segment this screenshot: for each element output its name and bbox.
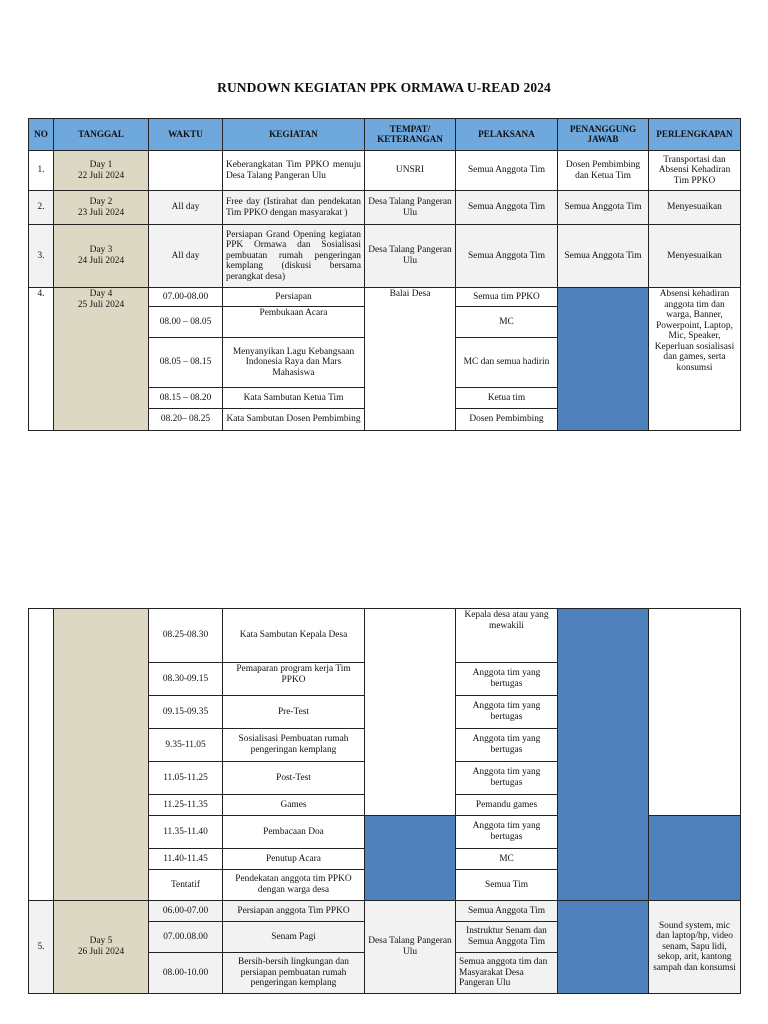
row-pelaksana: MC — [456, 307, 558, 338]
row-date: 23 Juli 2024 — [77, 207, 125, 218]
row-day: Day 1 — [89, 159, 113, 170]
rundown-table-page1 — [28, 118, 741, 431]
row-perlengkapan-blocked — [649, 816, 741, 901]
row-waktu: 08.25-08.30 — [149, 609, 223, 663]
row-pelaksana: Pemandu games — [456, 795, 558, 816]
row-waktu: 11.25-11.35 — [149, 795, 223, 816]
row-day: Day 5 — [89, 936, 113, 947]
row-kegiatan: Kata Sambutan Dosen Pembimbing — [223, 409, 365, 431]
row-pelaksana: Anggota tim yang bertugas — [456, 696, 558, 729]
row-waktu: 08.00 – 08.05 — [149, 307, 223, 338]
row-kegiatan: Kata Sambutan Kepala Desa — [223, 609, 365, 663]
header-pelaksana: PELAKSANA — [456, 119, 558, 151]
row-pelaksana: Anggota tim yang bertugas — [456, 762, 558, 795]
row-pelaksana: Dosen Pembimbing — [456, 409, 558, 431]
row-date-cell — [54, 191, 149, 225]
row-penanggung-jawab: Semua Anggota Tim — [558, 191, 649, 225]
row-date-cell — [54, 151, 149, 191]
row-perlengkapan: Absensi kehadiran anggota tim dan warga, Banner, Powerpoint, Laptop, Mic, Speaker, Keperluan sosialisasi dan games, serta konsumsi — [649, 288, 741, 431]
row-pelaksana: Semua Anggota Tim — [456, 225, 558, 288]
row-waktu: All day — [149, 191, 223, 225]
row-date: 24 Juli 2024 — [77, 256, 125, 266]
row-tempat: Balai Desa — [365, 288, 456, 431]
row-day: Day 3 — [89, 245, 113, 256]
row-date: 26 Juli 2024 — [77, 947, 125, 957]
row-kegiatan: Persiapan — [223, 288, 365, 307]
row-date: 22 Juli 2024 — [77, 170, 125, 181]
row-kegiatan: Persiapan anggota Tim PPKO — [223, 901, 365, 922]
row-waktu: 08.15 – 08.20 — [149, 388, 223, 409]
row-waktu: 08.30-09.15 — [149, 663, 223, 696]
row-waktu: 11.35-11.40 — [149, 816, 223, 849]
row-kegiatan: Post-Test — [223, 762, 365, 795]
row-kegiatan: Penutup Acara — [223, 849, 365, 870]
row-no: 1. — [29, 151, 54, 191]
header-kegiatan: KEGIATAN — [223, 119, 365, 151]
row-perlengkapan: Menyesuaikan — [649, 225, 741, 288]
table-row — [29, 609, 741, 663]
row-kegiatan: Senam Pagi — [223, 922, 365, 953]
row-kegiatan: Persiapan Grand Opening kegiatan PPK Ormawa dan Sosialisasi pembuatan rumah pengeringan kemplang (diskusi bersama perangkat desa) — [223, 225, 365, 288]
row-no: 2. — [29, 191, 54, 225]
row-pelaksana: Instruktur Senam dan Semua Anggota Tim — [456, 922, 558, 953]
row-kegiatan: Kata Sambutan Ketua Tim — [223, 388, 365, 409]
row-no: 3. — [29, 225, 54, 288]
row-perlengkapan-empty — [649, 609, 741, 816]
row-tempat-empty — [365, 609, 456, 816]
row-day: Day 2 — [89, 196, 113, 207]
row-pelaksana: Kepala desa atau yang mewakili — [456, 609, 558, 663]
rundown-table-page2 — [28, 608, 741, 994]
table-row — [29, 225, 741, 288]
row-tempat-blocked — [365, 816, 456, 901]
row-kegiatan: Bersih-bersih lingkungan dan persiapan pembuatan rumah pengeringan kemplang — [223, 953, 365, 994]
header-perlengkapan: PERLENGKAPAN — [649, 119, 741, 151]
row-pelaksana: MC — [456, 849, 558, 870]
document-title: RUNDOWN KEGIATAN PPK ORMAWA U-READ 2024 — [217, 80, 551, 95]
row-waktu: 08.05 – 08.15 — [149, 338, 223, 388]
row-kegiatan: Pre-Test — [223, 696, 365, 729]
table-row — [29, 288, 741, 307]
row-tempat: Desa Talang Pangeran Ulu — [365, 225, 456, 288]
row-pelaksana: MC dan semua hadirin — [456, 338, 558, 388]
row-penanggung-jawab-blocked — [558, 901, 649, 994]
row-kegiatan: Sosialisasi Pembuatan rumah pengeringan kemplang — [223, 729, 365, 762]
row-waktu: 08.00-10.00 — [149, 953, 223, 994]
row-waktu: All day — [149, 225, 223, 288]
row-perlengkapan: Menyesuaikan — [649, 191, 741, 225]
header-no: NO — [29, 119, 54, 151]
row-pelaksana: Anggota tim yang bertugas — [456, 729, 558, 762]
row-waktu: 9.35-11.05 — [149, 729, 223, 762]
row-date-cell — [54, 288, 149, 431]
row-date: 25 Juli 2024 — [77, 299, 125, 310]
row-waktu: 11.40-11.45 — [149, 849, 223, 870]
row-penanggung-jawab: Dosen Pembimbing dan Ketua Tim — [558, 151, 649, 191]
row-no-empty — [29, 609, 54, 901]
row-pelaksana: Ketua tim — [456, 388, 558, 409]
row-kegiatan: Menyanyikan Lagu Kebangsaan Indonesia Raya dan Mars Mahasiswa — [223, 338, 365, 388]
row-date-cell-empty — [54, 609, 149, 901]
table-row — [29, 901, 741, 922]
row-tempat: UNSRI — [365, 151, 456, 191]
row-kegiatan: Pembacaan Doa — [223, 816, 365, 849]
table-row — [29, 191, 741, 225]
row-date-cell — [54, 225, 149, 288]
row-pelaksana: Semua Anggota Tim — [456, 191, 558, 225]
row-kegiatan: Pembukaan Acara — [223, 307, 365, 338]
row-penanggung-jawab-blocked — [558, 288, 649, 431]
table-row — [29, 151, 741, 191]
row-kegiatan: Keberangkatan Tim PPKO menuju Desa Talang Pangeran Ulu — [223, 151, 365, 191]
row-date-cell — [54, 901, 149, 994]
row-pelaksana: Semua Anggota Tim — [456, 901, 558, 922]
row-pelaksana: Semua Tim — [456, 870, 558, 901]
row-pelaksana: Anggota tim yang bertugas — [456, 816, 558, 849]
row-penanggung-jawab: Semua Anggota Tim — [558, 225, 649, 288]
row-waktu: 11.05-11.25 — [149, 762, 223, 795]
row-waktu: 08.20– 08.25 — [149, 409, 223, 431]
header-waktu: WAKTU — [149, 119, 223, 151]
row-perlengkapan: Transportasi dan Absensi Kehadiran Tim PPKO — [649, 151, 741, 191]
row-waktu: 09.15-09.35 — [149, 696, 223, 729]
row-waktu: 07.00-08.00 — [149, 288, 223, 307]
row-no: 4. — [29, 288, 54, 431]
row-day: Day 4 — [89, 289, 113, 299]
header-penanggung-jawab: PENANGGUNG JAWAB — [558, 119, 649, 151]
row-waktu: Tentatif — [149, 870, 223, 901]
row-no: 5. — [29, 901, 54, 994]
row-kegiatan: Pemaparan program kerja Tim PPKO — [223, 663, 365, 696]
row-waktu: 06.00-07.00 — [149, 901, 223, 922]
row-kegiatan: Free day (Istirahat dan pendekatan Tim PPKO dengan masyarakat ) — [223, 191, 365, 225]
header-tanggal: TANGGAL — [54, 119, 149, 151]
table-header-row — [29, 119, 741, 151]
row-penanggung-jawab-blocked — [558, 609, 649, 901]
row-tempat: Desa Talang Pangeran Ulu — [365, 901, 456, 994]
row-waktu: 07.00.08.00 — [149, 922, 223, 953]
row-pelaksana: Semua anggota tim dan Masyarakat Desa Pangeran Ulu — [456, 953, 558, 994]
row-pelaksana: Semua Anggota Tim — [456, 151, 558, 191]
row-kegiatan: Games — [223, 795, 365, 816]
row-kegiatan: Pendekatan anggota tim PPKO dengan warga desa — [223, 870, 365, 901]
row-waktu — [149, 151, 223, 191]
row-pelaksana: Anggota tim yang bertugas — [456, 663, 558, 696]
row-perlengkapan: Sound system, mic dan laptop/hp, video senam, Sapu lidi, sekop, arit, kantong sampah dan konsumsi — [649, 901, 741, 994]
header-tempat: TEMPAT/ KETERANGAN — [365, 119, 456, 151]
row-pelaksana: Semua tim PPKO — [456, 288, 558, 307]
row-tempat: Desa Talang Pangeran Ulu — [365, 191, 456, 225]
